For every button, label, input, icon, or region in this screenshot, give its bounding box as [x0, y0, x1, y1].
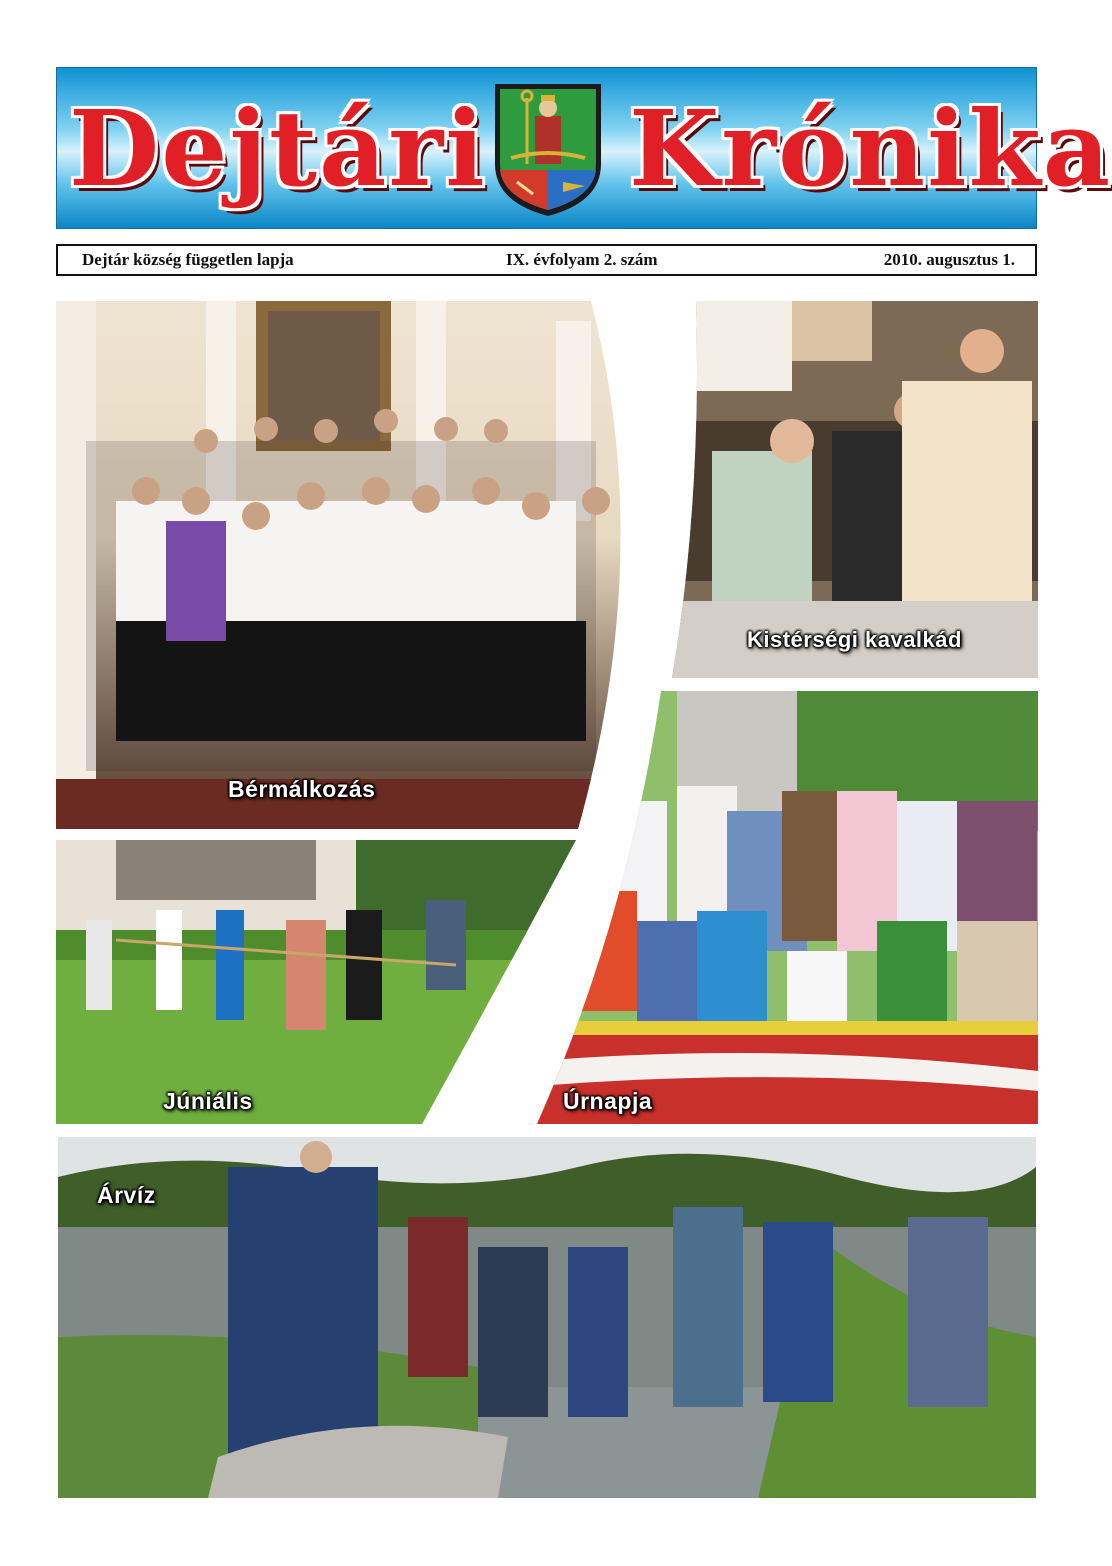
photo-arviz	[58, 1137, 1036, 1498]
masthead-banner	[56, 67, 1112, 229]
caption-bermalkozas: Bérmálkozás	[228, 776, 376, 802]
photo-urnapja	[537, 691, 1038, 1124]
photo-kistersegi-kavalkad	[672, 301, 1038, 678]
photo-junialis	[56, 840, 516, 1124]
coat-of-arms-icon	[489, 78, 607, 220]
publication-subtitle: Dejtár község független lapja	[82, 250, 294, 269]
issue-info-bar	[56, 244, 1037, 276]
masthead-title-right: Krónika	[629, 87, 1112, 210]
masthead-title-left: Dejtári	[69, 87, 487, 210]
caption-arviz: Árvíz	[97, 1182, 156, 1208]
issue-number: IX. évfolyam 2. szám	[506, 250, 658, 269]
issue-date: 2010. augusztus 1.	[883, 250, 1015, 269]
caption-kistersegi-kavalkad: Kistérségi kavalkád	[747, 627, 962, 652]
caption-junialis: Júniális	[163, 1088, 253, 1114]
caption-urnapja: Úrnapja	[563, 1088, 653, 1114]
